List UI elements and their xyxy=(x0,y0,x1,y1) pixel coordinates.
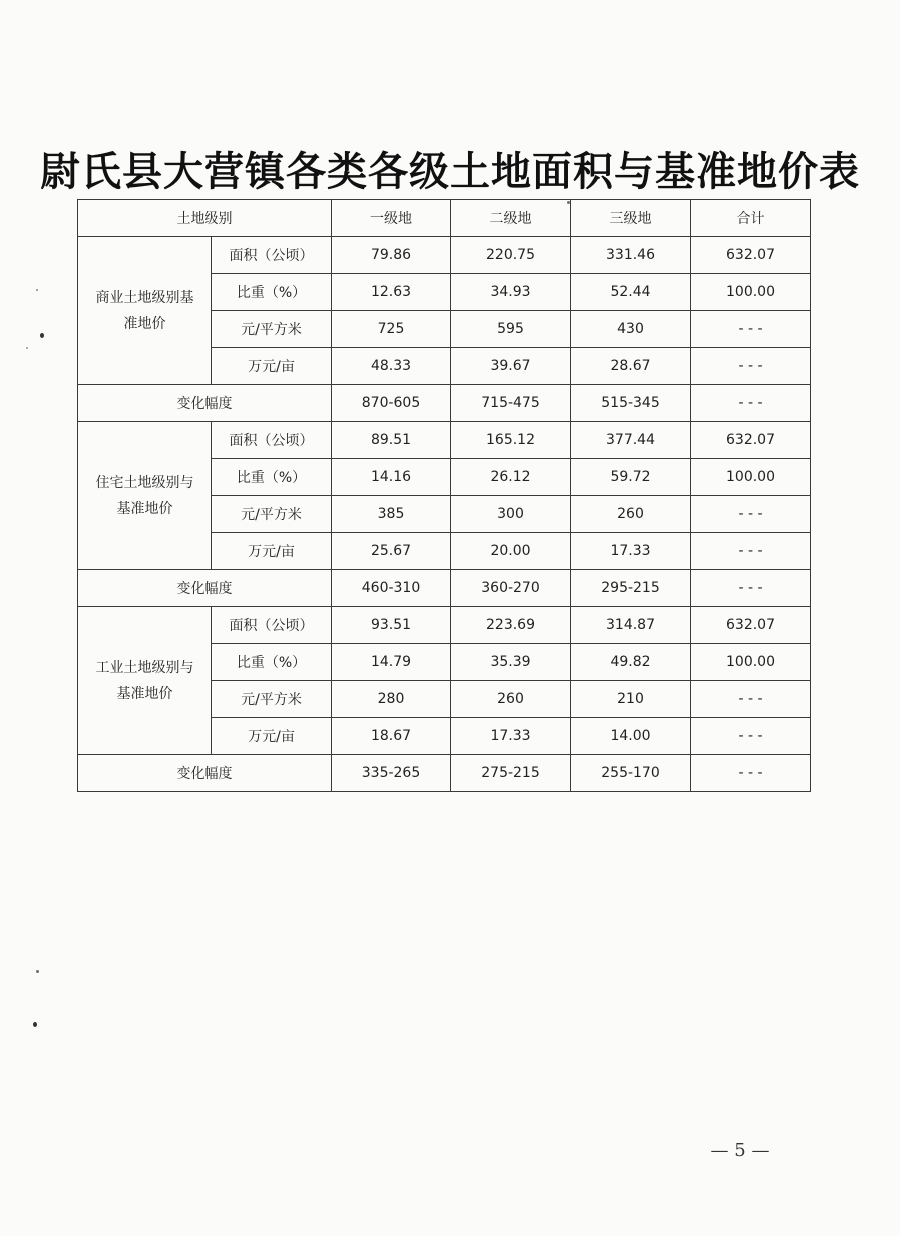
scan-speck xyxy=(567,201,570,204)
table-cell: 515-345 xyxy=(571,385,691,422)
range-label: 变化幅度 xyxy=(78,570,332,607)
table-cell: 300 xyxy=(451,496,571,533)
row-label: 比重（%） xyxy=(212,459,332,496)
table-cell: 49.82 xyxy=(571,644,691,681)
header-corner: 土地级别 xyxy=(78,200,332,237)
scan-speck xyxy=(33,1022,37,1027)
table-cell: 725 xyxy=(332,311,451,348)
range-label: 变化幅度 xyxy=(78,755,332,792)
table-row xyxy=(78,237,811,274)
table-cell: 377.44 xyxy=(571,422,691,459)
group-name-commercial xyxy=(78,237,212,385)
table-cell: - - - xyxy=(691,496,811,533)
table-cell: 210 xyxy=(571,681,691,718)
table-cell: - - - xyxy=(691,570,811,607)
table-cell: 280 xyxy=(332,681,451,718)
group-name-line: 基准地价 xyxy=(116,500,173,517)
header-level-3: 三级地 xyxy=(571,200,691,237)
table-cell: - - - xyxy=(691,755,811,792)
table-cell: 79.86 xyxy=(332,237,451,274)
table-cell: 48.33 xyxy=(332,348,451,385)
table-cell: - - - xyxy=(691,311,811,348)
row-label: 面积（公顷） xyxy=(212,422,332,459)
table-cell: 14.00 xyxy=(571,718,691,755)
table-cell: - - - xyxy=(691,348,811,385)
table-cell: 460-310 xyxy=(332,570,451,607)
group-name-line: 基准地价 xyxy=(116,685,173,702)
scan-speck xyxy=(36,970,39,973)
table-cell: 331.46 xyxy=(571,237,691,274)
table-cell: 255-170 xyxy=(571,755,691,792)
table-cell: 314.87 xyxy=(571,607,691,644)
table-cell: 335-265 xyxy=(332,755,451,792)
table-cell: 595 xyxy=(451,311,571,348)
row-label: 比重（%） xyxy=(212,644,332,681)
range-row xyxy=(78,385,811,422)
table-cell: 93.51 xyxy=(332,607,451,644)
group-name-industrial xyxy=(78,607,212,755)
page-number: — 5 — xyxy=(710,1140,770,1161)
row-label: 面积（公顷） xyxy=(212,607,332,644)
table-cell: 165.12 xyxy=(451,422,571,459)
table-cell: 295-215 xyxy=(571,570,691,607)
group-name-line: 住宅土地级别与 xyxy=(95,474,194,491)
range-label: 变化幅度 xyxy=(78,385,332,422)
table-cell: - - - xyxy=(691,385,811,422)
table-cell: 14.79 xyxy=(332,644,451,681)
row-label: 元/平方米 xyxy=(212,496,332,533)
scan-speck xyxy=(26,347,28,349)
group-name-line: 工业土地级别与 xyxy=(95,659,194,676)
row-label: 元/平方米 xyxy=(212,681,332,718)
table-cell: 100.00 xyxy=(691,644,811,681)
table-cell: 632.07 xyxy=(691,607,811,644)
table-cell: 35.39 xyxy=(451,644,571,681)
row-label: 万元/亩 xyxy=(212,718,332,755)
table-cell: 100.00 xyxy=(691,274,811,311)
table-cell: 100.00 xyxy=(691,459,811,496)
group-name-line: 商业土地级别基 xyxy=(95,289,194,306)
row-label: 万元/亩 xyxy=(212,533,332,570)
header-total: 合计 xyxy=(691,200,811,237)
table-cell: 632.07 xyxy=(691,422,811,459)
table-cell: 260 xyxy=(571,496,691,533)
table-cell: - - - xyxy=(691,681,811,718)
scan-speck xyxy=(36,289,38,291)
table-header-row xyxy=(78,200,811,237)
table-cell: - - - xyxy=(691,718,811,755)
header-level-1: 一级地 xyxy=(332,200,451,237)
table-row xyxy=(78,422,811,459)
table-cell: 39.67 xyxy=(451,348,571,385)
scan-speck xyxy=(40,333,44,338)
table-cell: 223.69 xyxy=(451,607,571,644)
table-cell: 715-475 xyxy=(451,385,571,422)
row-label: 面积（公顷） xyxy=(212,237,332,274)
range-row xyxy=(78,755,811,792)
land-price-table xyxy=(77,199,811,792)
table-cell: 34.93 xyxy=(451,274,571,311)
header-level-2: 二级地 xyxy=(451,200,571,237)
row-label: 比重（%） xyxy=(212,274,332,311)
table-cell: 17.33 xyxy=(451,718,571,755)
table-cell: 12.63 xyxy=(332,274,451,311)
table-cell: 28.67 xyxy=(571,348,691,385)
table-cell: 870-605 xyxy=(332,385,451,422)
table-cell: 52.44 xyxy=(571,274,691,311)
table-cell: 89.51 xyxy=(332,422,451,459)
row-label: 元/平方米 xyxy=(212,311,332,348)
table-cell: 275-215 xyxy=(451,755,571,792)
table-cell: 18.67 xyxy=(332,718,451,755)
table-cell: 430 xyxy=(571,311,691,348)
table-cell: 360-270 xyxy=(451,570,571,607)
table-cell: 20.00 xyxy=(451,533,571,570)
table-cell: 260 xyxy=(451,681,571,718)
table-cell: 59.72 xyxy=(571,459,691,496)
table-row xyxy=(78,607,811,644)
table-cell: 385 xyxy=(332,496,451,533)
document-title: 尉氏县大营镇各类各级土地面积与基准地价表 xyxy=(40,148,860,195)
table-cell: 17.33 xyxy=(571,533,691,570)
range-row xyxy=(78,570,811,607)
table-cell: 220.75 xyxy=(451,237,571,274)
row-label: 万元/亩 xyxy=(212,348,332,385)
table-cell: 632.07 xyxy=(691,237,811,274)
table-cell: 25.67 xyxy=(332,533,451,570)
table-cell: 26.12 xyxy=(451,459,571,496)
table-cell: - - - xyxy=(691,533,811,570)
group-name-line: 准地价 xyxy=(123,315,166,332)
table-cell: 14.16 xyxy=(332,459,451,496)
group-name-residential xyxy=(78,422,212,570)
